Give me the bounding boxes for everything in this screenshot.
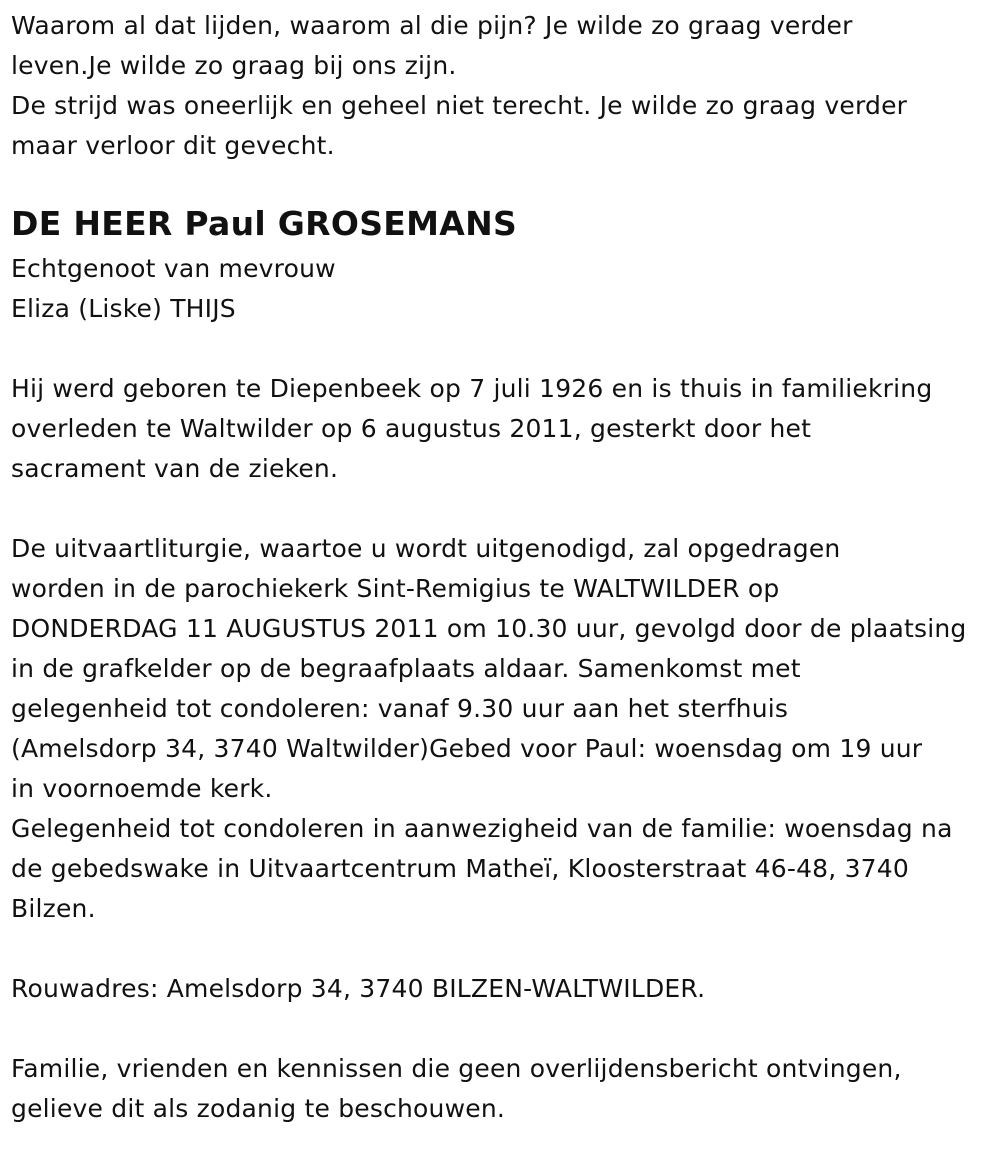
paragraph-line: Gelegenheid tot condoleren in aanwezigheid van de familie: woensdag na <box>11 814 953 843</box>
paragraph-line: Familie, vrienden en kennissen die geen overlijdensbericht ontvingen, <box>11 1054 902 1083</box>
paragraph-line: worden in de parochiekerk Sint-Remigius te WALTWILDER op <box>11 574 780 603</box>
paragraph-line: Bilzen. <box>11 894 96 923</box>
closing-paragraph <box>11 1049 995 1129</box>
poem-line: Waarom al dat lijden, waarom al die pijn? Je wilde zo graag verder <box>11 11 853 40</box>
paragraph-line: sacrament van de zieken. <box>11 454 339 483</box>
paragraph-line: overleden te Waltwilder op 6 augustus 2011, gesterkt door het <box>11 414 812 443</box>
paragraph-line: DONDERDAG 11 AUGUSTUS 2011 om 10.30 uur, gevolgd door de plaatsing <box>11 614 967 643</box>
paragraph-line: (Amelsdorp 34, 3740 Waltwilder)Gebed voor Paul: woensdag om 19 uur <box>11 734 923 763</box>
paragraph-line: de gebedswake in Uitvaartcentrum Matheï, Kloosterstraat 46-48, 3740 <box>11 854 909 883</box>
funeral-paragraph <box>11 529 995 929</box>
poem-line: leven.Je wilde zo graag bij ons zijn. <box>11 51 457 80</box>
paragraph-line: in de grafkelder op de begraafplaats aldaar. Samenkomst met <box>11 654 801 683</box>
paragraph-line: Hij werd geboren te Diepenbeek op 7 juli 1926 en is thuis in familiekring <box>11 374 933 403</box>
poem <box>11 6 995 166</box>
poem-line: De strijd was oneerlijk en geheel niet terecht. Je wilde zo graag verder <box>11 91 908 120</box>
birth-death-paragraph <box>11 369 995 489</box>
spouse-line: Echtgenoot van mevrouw <box>11 254 336 283</box>
paragraph-line: in voornoemde kerk. <box>11 774 273 803</box>
mourning-address: Rouwadres: Amelsdorp 34, 3740 BILZEN-WALTWILDER. <box>11 974 706 1003</box>
spacer <box>11 1009 995 1049</box>
spacer <box>11 929 995 969</box>
spacer <box>11 489 995 529</box>
spacer <box>11 329 995 369</box>
paragraph-line: gelieve dit als zodanig te beschouwen. <box>11 1094 506 1123</box>
paragraph-line: De uitvaartliturgie, waartoe u wordt uitgenodigd, zal opgedragen <box>11 534 841 563</box>
deceased-name: DE HEER Paul GROSEMANS <box>11 204 518 243</box>
paragraph-line: gelegenheid tot condoleren: vanaf 9.30 uur aan het sterfhuis <box>11 694 789 723</box>
spouse-line: Eliza (Liske) THIJS <box>11 294 236 323</box>
obituary-text <box>11 6 995 1129</box>
spouse-block <box>11 249 995 329</box>
poem-line: maar verloor dit gevecht. <box>11 131 335 160</box>
